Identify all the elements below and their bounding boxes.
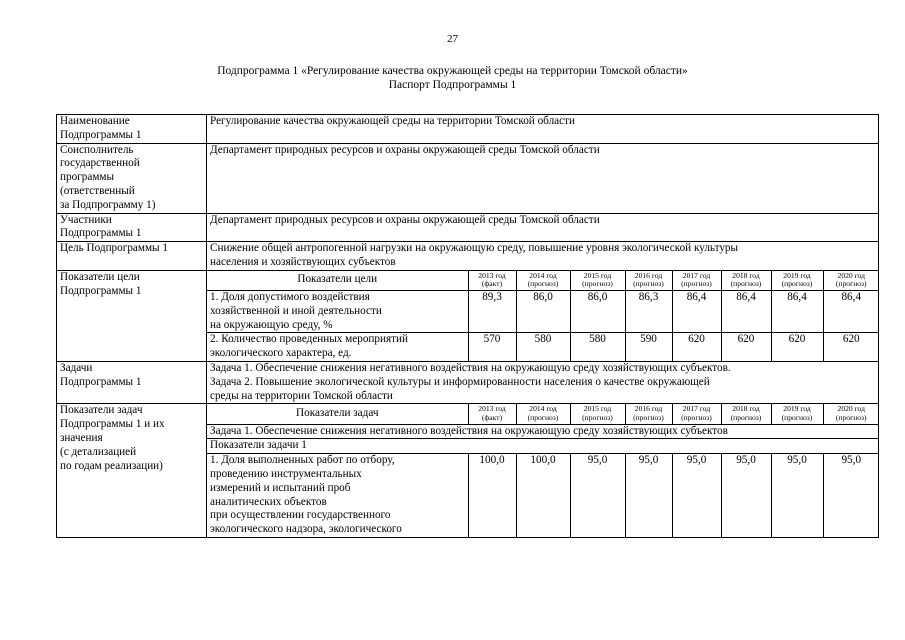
indicator-line: экологического надзора, экологического	[210, 523, 402, 536]
value-cell	[207, 143, 879, 213]
year-header	[468, 271, 516, 291]
year-text: 2013 год	[478, 270, 506, 280]
year-text: 2020 год	[837, 404, 865, 414]
indicator-line: измерений и испытаний проб	[210, 481, 351, 494]
indicator-value: 620	[771, 333, 823, 361]
label-line: Подпрограммы 1	[60, 284, 142, 297]
year-header	[823, 404, 879, 424]
year-text: 2019 год	[783, 270, 811, 280]
row-coexecutor	[57, 143, 879, 213]
row-name	[57, 115, 879, 144]
label-cell	[57, 242, 207, 271]
year-header	[823, 271, 879, 291]
year-text: 2016 год	[634, 404, 663, 414]
indicator-row	[207, 454, 879, 537]
label-cell	[57, 115, 207, 144]
year-header	[468, 404, 516, 424]
indicator-value: 570	[468, 333, 516, 361]
indicator-value: 95,0	[823, 454, 879, 537]
year-header	[771, 404, 823, 424]
indicator-value: 95,0	[771, 454, 823, 537]
indicator-value: 620	[721, 333, 771, 361]
indicator-value: 100,0	[468, 454, 516, 537]
title-line-2: Паспорт Подпрограммы 1	[388, 79, 517, 91]
label-line: (ответственный	[60, 184, 135, 197]
value-line: Снижение общей антропогенной нагрузки на окружающую среду, повышение уровня экологической культуры	[210, 242, 739, 255]
indicator-value: 86,4	[771, 290, 823, 332]
label-cell	[57, 270, 207, 361]
value-cell	[207, 213, 879, 242]
year-text: 2017 год	[682, 270, 711, 280]
indicator-value: 620	[672, 333, 721, 361]
indicator-value: 86,0	[516, 290, 570, 332]
year-header	[721, 271, 771, 291]
indicator-name	[207, 454, 468, 537]
year-note: (прогноз)	[781, 279, 813, 289]
indicator-value: 89,3	[468, 290, 516, 332]
year-header	[516, 271, 570, 291]
label-line: Показатели задач	[60, 404, 143, 417]
indicator-line: экологического характера, ед.	[210, 347, 352, 360]
indicator-line: 1. Доля допустимого воздействия	[210, 290, 370, 303]
goal-indicators-table	[207, 271, 879, 361]
goal-indicators-cell	[207, 270, 879, 361]
year-note: (прогноз)	[527, 412, 559, 422]
label-line: по годам реализации)	[60, 459, 163, 472]
document-title	[0, 64, 905, 92]
task-indicators-cell	[207, 404, 879, 538]
indicator-value: 86,0	[570, 290, 625, 332]
row-goal	[57, 242, 879, 271]
year-note: (прогноз)	[681, 279, 712, 289]
year-text: 2014 год	[529, 270, 557, 280]
label-line: государственной	[60, 157, 140, 170]
goal-indicators-header	[207, 271, 879, 291]
task1-indicators-row	[207, 439, 879, 454]
year-note: (прогноз)	[633, 279, 664, 289]
label-line: программы	[60, 171, 114, 184]
task1-row	[207, 424, 879, 439]
year-text: 2017 год	[682, 404, 711, 414]
indicator-value: 86,4	[672, 290, 721, 332]
indicator-name	[207, 333, 468, 361]
header-label: Показатели цели	[207, 271, 468, 291]
indicator-value: 580	[516, 333, 570, 361]
label-line: Подпрограммы 1	[60, 227, 142, 240]
task1-indicators-title: Показатели задачи 1	[207, 439, 879, 454]
indicator-value: 86,3	[625, 290, 672, 332]
value-cell	[207, 361, 879, 403]
indicator-row	[207, 290, 879, 332]
year-header	[771, 271, 823, 291]
year-note: (прогноз)	[730, 412, 762, 422]
year-header	[625, 404, 672, 424]
row-tasks	[57, 361, 879, 403]
indicator-row	[207, 333, 879, 361]
indicator-value: 590	[625, 333, 672, 361]
year-text: 2015 год	[583, 404, 612, 414]
year-text: 2016 год	[634, 270, 663, 280]
task1-title: Задача 1. Обеспечение снижения негативного воздействия на окружающую среду хозяйствующих субъектов	[207, 424, 879, 439]
indicator-value: 86,4	[823, 290, 879, 332]
year-note: (факт)	[481, 412, 503, 422]
indicator-line: хозяйственной и иной деятельности	[210, 304, 382, 317]
label-line: Цель Подпрограммы 1	[60, 242, 168, 255]
value-line: населения и хозяйствующих субъектов	[210, 255, 396, 268]
value-cell	[207, 115, 879, 144]
year-header	[570, 404, 625, 424]
year-text: 2020 год	[837, 270, 865, 280]
task-line: Задача 2. Повышение экологической культуры и информированности населения о качестве окружающей	[210, 375, 710, 388]
label-line: значения	[60, 431, 103, 444]
year-note: (прогноз)	[730, 279, 762, 289]
indicator-line: 1. Доля выполненных работ по отбору,	[210, 454, 395, 467]
value-cell	[207, 242, 879, 271]
year-header	[672, 404, 721, 424]
row-participants	[57, 213, 879, 242]
value-text: Департамент природных ресурсов и охраны окружающей среды Томской области	[210, 143, 600, 156]
task-indicators-table	[207, 404, 879, 537]
title-line-1: Подпрограмма 1 «Регулирование качества окружающей среды на территории Томской области»	[217, 65, 688, 77]
indicator-line: аналитических объектов	[210, 495, 327, 508]
value-text: Регулирование качества окружающей среды на территории Томской области	[210, 115, 575, 127]
indicator-value: 580	[570, 333, 625, 361]
indicator-line: 2. Количество проведенных мероприятий	[210, 333, 408, 346]
task-line: Задача 1. Обеспечение снижения негативного воздействия на окружающую среду хозяйствующих субъектов.	[210, 361, 731, 374]
year-note: (прогноз)	[633, 412, 664, 422]
year-text: 2018 год	[732, 404, 760, 414]
year-text: 2015 год	[583, 270, 612, 280]
year-header	[721, 404, 771, 424]
indicator-value: 86,4	[721, 290, 771, 332]
indicator-value: 95,0	[625, 454, 672, 537]
indicator-value: 620	[823, 333, 879, 361]
year-header	[570, 271, 625, 291]
label-cell	[57, 361, 207, 403]
label-cell	[57, 213, 207, 242]
label-line: Показатели цели	[60, 270, 140, 283]
year-note: (прогноз)	[681, 412, 712, 422]
label-line: (с детализацией	[60, 445, 137, 458]
indicator-value: 95,0	[721, 454, 771, 537]
year-header	[516, 404, 570, 424]
header-label: Показатели задач	[207, 404, 468, 424]
value-text: Департамент природных ресурсов и охраны окружающей среды Томской области	[210, 213, 600, 226]
year-text: 2014 год	[529, 404, 557, 414]
label-line: Подпрограммы 1	[60, 128, 142, 141]
year-header	[672, 271, 721, 291]
year-text: 2019 год	[783, 404, 811, 414]
year-note: (прогноз)	[835, 412, 867, 422]
task-line: среды на территории Томской области	[210, 389, 393, 402]
indicator-line: при осуществлении государственного	[210, 509, 391, 522]
year-note: (прогноз)	[527, 279, 559, 289]
indicator-value: 95,0	[570, 454, 625, 537]
indicator-line: на окружающую среду, %	[210, 318, 333, 331]
label-line: Подпрограммы 1 и их	[60, 418, 165, 431]
label-line: Подпрограммы 1	[60, 375, 142, 388]
row-goal-indicators	[57, 270, 879, 361]
label-line: Участники	[60, 213, 112, 226]
year-note: (прогноз)	[582, 412, 613, 422]
year-note: (прогноз)	[582, 279, 613, 289]
indicator-value: 100,0	[516, 454, 570, 537]
task-indicators-header	[207, 404, 879, 424]
year-note: (прогноз)	[835, 279, 867, 289]
year-note: (факт)	[481, 279, 503, 289]
indicator-name	[207, 290, 468, 332]
row-task-indicators	[57, 404, 879, 538]
indicator-value: 95,0	[672, 454, 721, 537]
label-line: Задачи	[60, 361, 93, 374]
year-text: 2013 год	[478, 404, 506, 414]
passport-table	[56, 114, 879, 538]
year-text: 2018 год	[732, 270, 760, 280]
label-cell	[57, 404, 207, 538]
year-note: (прогноз)	[781, 412, 813, 422]
label-cell	[57, 143, 207, 213]
label-line: Соисполнитель	[60, 143, 134, 156]
page-number: 27	[447, 33, 458, 45]
label-line: за Подпрограмму 1)	[60, 198, 156, 211]
indicator-line: проведению инструментальных	[210, 467, 362, 480]
label-line: Наименование	[60, 115, 130, 127]
year-header	[625, 271, 672, 291]
